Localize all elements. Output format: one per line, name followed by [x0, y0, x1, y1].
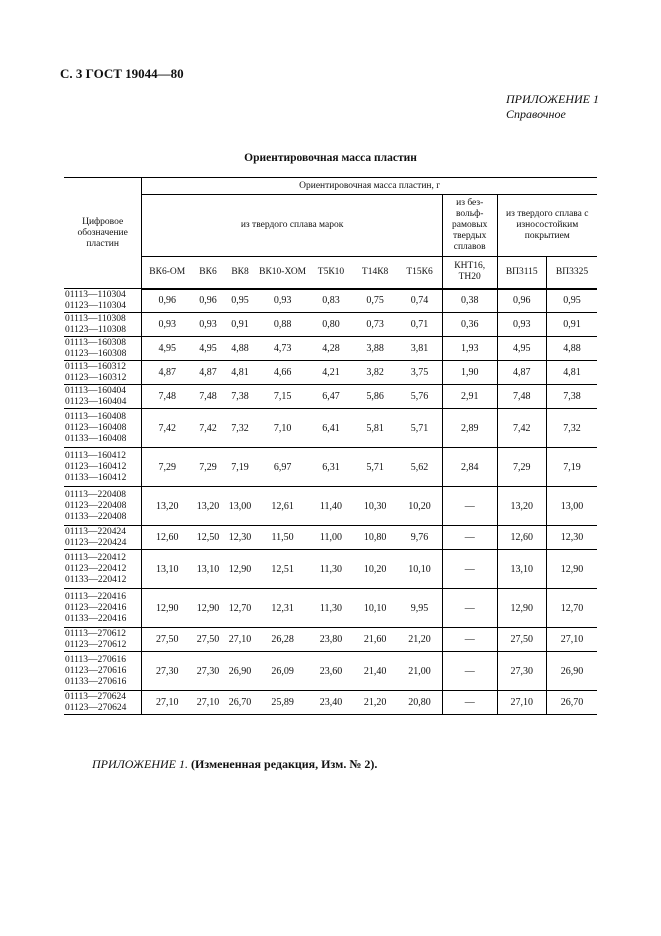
mass-value: 26,90: [224, 652, 257, 691]
mass-value: —: [442, 589, 497, 628]
plate-code: 01123—270616: [65, 665, 127, 676]
mass-value: 4,95: [142, 337, 192, 361]
mass-value: 23,60: [309, 652, 353, 691]
plate-code: 01133—270616: [65, 676, 127, 687]
mass-value: 0,93: [192, 313, 224, 337]
column-header: ВП3115: [497, 257, 546, 289]
mass-value: 6,41: [309, 409, 353, 448]
mass-value: 4,73: [256, 337, 309, 361]
mass-value: 7,32: [546, 409, 597, 448]
plate-code: 01113—160404: [65, 385, 127, 396]
mass-value: 9,76: [397, 526, 442, 550]
table-row: [64, 526, 597, 550]
mass-value: —: [442, 652, 497, 691]
plate-code: 01113—160312: [65, 361, 127, 372]
mass-value: 0,93: [142, 313, 192, 337]
table-row: [64, 409, 597, 448]
group-tungsten-free: из без-вольф-рамовых твердых сплавов: [442, 195, 497, 257]
mass-value: 1,90: [442, 361, 497, 385]
plate-code: 01123—220416: [65, 602, 127, 613]
plate-code: 01113—220412: [65, 552, 127, 563]
plate-code: 01113—110304: [65, 289, 126, 300]
mass-value: 27,50: [142, 628, 192, 652]
mass-value: 2,84: [442, 448, 497, 487]
plate-code: 01113—270624: [65, 691, 127, 702]
mass-value: 10,10: [353, 589, 397, 628]
plate-code: 01113—110308: [65, 313, 126, 324]
mass-value: —: [442, 628, 497, 652]
mass-value: 26,70: [546, 691, 597, 715]
mass-value: 5,86: [353, 385, 397, 409]
mass-value: 0,93: [256, 289, 309, 313]
mass-value: 5,71: [353, 448, 397, 487]
table-row: [64, 487, 597, 526]
mass-value: 5,76: [397, 385, 442, 409]
footer-note: [92, 757, 377, 772]
column-header: Т14К8: [353, 257, 397, 289]
plate-code: 01123—110304: [65, 300, 127, 311]
mass-value: 7,48: [497, 385, 546, 409]
header-row-columns: [64, 257, 597, 289]
mass-table: [64, 177, 597, 715]
mass-value: 11,30: [309, 550, 353, 589]
mass-value: 13,10: [192, 550, 224, 589]
mass-value: 27,10: [497, 691, 546, 715]
plate-code: 01113—220424: [65, 526, 127, 537]
mass-value: 21,20: [397, 628, 442, 652]
mass-value: 27,30: [497, 652, 546, 691]
plate-code: 01113—160412: [65, 450, 127, 461]
mass-value: 11,00: [309, 526, 353, 550]
table-row: [64, 289, 597, 313]
mass-value: 27,10: [192, 691, 224, 715]
mass-value: —: [442, 487, 497, 526]
mass-value: 13,00: [224, 487, 257, 526]
mass-value: 10,80: [353, 526, 397, 550]
mass-value: 12,30: [546, 526, 597, 550]
mass-value: —: [442, 550, 497, 589]
mass-value: 3,75: [397, 361, 442, 385]
column-header: КНТ16, ТН20: [442, 257, 497, 289]
mass-value: 4,21: [309, 361, 353, 385]
plate-code-cell: [64, 628, 142, 652]
mass-value: 7,19: [224, 448, 257, 487]
mass-value: 26,90: [546, 652, 597, 691]
header-row-top: [64, 178, 597, 195]
mass-value: 20,80: [397, 691, 442, 715]
mass-value: 7,38: [224, 385, 257, 409]
mass-value: 10,20: [397, 487, 442, 526]
plate-code: 01113—220416: [65, 591, 127, 602]
mass-value: 0,93: [497, 313, 546, 337]
mass-value: 11,30: [309, 589, 353, 628]
mass-value: 23,40: [309, 691, 353, 715]
plate-code: 01113—160308: [65, 337, 127, 348]
mass-value: 13,20: [142, 487, 192, 526]
plate-code-cell: [64, 361, 142, 385]
mass-value: 3,81: [397, 337, 442, 361]
plate-code-cell: [64, 691, 142, 715]
plate-code: 01123—160308: [65, 348, 127, 359]
mass-value: 0,36: [442, 313, 497, 337]
mass-value: 4,87: [497, 361, 546, 385]
mass-value: 0,91: [224, 313, 257, 337]
mass-value: 21,00: [397, 652, 442, 691]
mass-value: 10,10: [397, 550, 442, 589]
mass-value: 3,88: [353, 337, 397, 361]
mass-value: 0,75: [353, 289, 397, 313]
mass-value: 12,60: [142, 526, 192, 550]
mass-value: 12,70: [224, 589, 257, 628]
mass-value: 4,81: [546, 361, 597, 385]
column-header: ВП3325: [546, 257, 597, 289]
header-row-groups: [64, 195, 597, 257]
mass-value: 0,74: [397, 289, 442, 313]
mass-value: 7,38: [546, 385, 597, 409]
mass-value: 0,71: [397, 313, 442, 337]
mass-value: 11,40: [309, 487, 353, 526]
mass-value: 9,95: [397, 589, 442, 628]
mass-value: 0,96: [192, 289, 224, 313]
mass-value: 7,29: [497, 448, 546, 487]
plate-code-cell: [64, 589, 142, 628]
plate-code-cell: [64, 448, 142, 487]
column-header: ВК6: [192, 257, 224, 289]
mass-value: 7,10: [256, 409, 309, 448]
mass-value: 0,95: [546, 289, 597, 313]
plate-code-cell: [64, 550, 142, 589]
plate-code: 01123—220424: [65, 537, 127, 548]
top-header-cell: Ориентировочная масса пластин, г: [142, 178, 597, 195]
plate-code: 01123—270612: [65, 639, 127, 650]
mass-value: 27,50: [192, 628, 224, 652]
plate-code-cell: [64, 337, 142, 361]
mass-value: 2,89: [442, 409, 497, 448]
mass-value: 0,38: [442, 289, 497, 313]
table-row: [64, 628, 597, 652]
mass-value: 4,95: [497, 337, 546, 361]
group-hard-alloy: из твердого сплава марок: [142, 195, 443, 257]
mass-value: 12,90: [497, 589, 546, 628]
group-coated: из твердого сплава с износостойким покрытием: [497, 195, 597, 257]
table-row: [64, 448, 597, 487]
plate-code: 01123—160412: [65, 461, 127, 472]
mass-value: 6,47: [309, 385, 353, 409]
mass-value: 4,88: [224, 337, 257, 361]
column-header: ВК10-ХОМ: [256, 257, 309, 289]
plate-code: 01133—220416: [65, 613, 127, 624]
mass-value: 4,28: [309, 337, 353, 361]
mass-value: 7,42: [192, 409, 224, 448]
mass-value: 4,88: [546, 337, 597, 361]
mass-value: 27,30: [192, 652, 224, 691]
mass-value: 26,09: [256, 652, 309, 691]
mass-value: 7,48: [192, 385, 224, 409]
mass-value: 4,87: [142, 361, 192, 385]
plate-code: 01123—220408: [65, 500, 127, 511]
mass-value: 12,90: [224, 550, 257, 589]
mass-value: 7,29: [142, 448, 192, 487]
mass-value: 13,00: [546, 487, 597, 526]
mass-value: 12,90: [192, 589, 224, 628]
plate-code: 01123—160312: [65, 372, 127, 383]
plate-code-cell: [64, 385, 142, 409]
mass-value: 13,20: [497, 487, 546, 526]
mass-value: 21,20: [353, 691, 397, 715]
mass-value: 21,40: [353, 652, 397, 691]
mass-value: 26,70: [224, 691, 257, 715]
mass-value: 12,50: [192, 526, 224, 550]
mass-value: 3,82: [353, 361, 397, 385]
mass-value: 0,96: [142, 289, 192, 313]
mass-value: 4,81: [224, 361, 257, 385]
plate-code-cell: [64, 289, 142, 313]
mass-value: 0,80: [309, 313, 353, 337]
plate-code: 01113—270616: [65, 654, 127, 665]
plate-code: 01123—160404: [65, 396, 127, 407]
mass-value: 1,93: [442, 337, 497, 361]
appendix-label-block: [506, 92, 599, 122]
mass-value: 12,30: [224, 526, 257, 550]
table-row: [64, 589, 597, 628]
mass-value: 5,71: [397, 409, 442, 448]
mass-value: 27,10: [142, 691, 192, 715]
mass-value: 13,10: [142, 550, 192, 589]
plate-code: 01133—160412: [65, 472, 127, 483]
table-row: [64, 361, 597, 385]
column-header: Т15К6: [397, 257, 442, 289]
mass-value: 0,88: [256, 313, 309, 337]
plate-code-cell: [64, 487, 142, 526]
mass-value: 12,70: [546, 589, 597, 628]
plate-code: 01113—220408: [65, 489, 127, 500]
mass-value: 13,20: [192, 487, 224, 526]
mass-value: 4,95: [192, 337, 224, 361]
mass-value: 27,10: [224, 628, 257, 652]
footer-italic: ПРИЛОЖЕНИЕ 1.: [92, 757, 188, 771]
mass-value: 7,48: [142, 385, 192, 409]
mass-value: 0,95: [224, 289, 257, 313]
mass-value: 10,30: [353, 487, 397, 526]
mass-value: 0,91: [546, 313, 597, 337]
table-row: [64, 313, 597, 337]
plate-code: 01123—270624: [65, 702, 127, 713]
mass-value: 7,42: [497, 409, 546, 448]
mass-value: 27,30: [142, 652, 192, 691]
mass-value: 0,83: [309, 289, 353, 313]
table-title: Ориентировочная масса пластин: [244, 152, 417, 164]
plate-code: 01123—110308: [65, 324, 127, 335]
mass-value: 7,42: [142, 409, 192, 448]
mass-value: 0,96: [497, 289, 546, 313]
mass-value: 4,87: [192, 361, 224, 385]
table-row: [64, 652, 597, 691]
plate-code: 01113—270612: [65, 628, 127, 639]
mass-value: 12,51: [256, 550, 309, 589]
mass-value: 7,29: [192, 448, 224, 487]
mass-value: 5,81: [353, 409, 397, 448]
mass-value: —: [442, 526, 497, 550]
mass-value: 0,73: [353, 313, 397, 337]
page-header: С. 3 ГОСТ 19044—80: [60, 66, 184, 81]
plate-code-cell: [64, 652, 142, 691]
mass-value: 2,91: [442, 385, 497, 409]
table-row: [64, 337, 597, 361]
mass-value: 7,15: [256, 385, 309, 409]
plate-code-cell: [64, 313, 142, 337]
mass-value: 6,31: [309, 448, 353, 487]
plate-code: 01133—220412: [65, 574, 127, 585]
column-header: ВК6-ОМ: [142, 257, 192, 289]
mass-value: 6,97: [256, 448, 309, 487]
mass-value: 23,80: [309, 628, 353, 652]
plate-code-cell: [64, 409, 142, 448]
mass-value: 12,31: [256, 589, 309, 628]
footer-bold: (Измененная редакция, Изм. № 2).: [190, 757, 378, 771]
mass-value: 27,50: [497, 628, 546, 652]
plate-code: 01113—160408: [65, 411, 127, 422]
mass-value: 27,10: [546, 628, 597, 652]
mass-value: 5,62: [397, 448, 442, 487]
plate-code: 01123—160408: [65, 422, 127, 433]
mass-value: —: [442, 691, 497, 715]
appendix-note: Справочное: [506, 107, 566, 121]
mass-value: 10,20: [353, 550, 397, 589]
mass-value: 25,89: [256, 691, 309, 715]
mass-value: 21,60: [353, 628, 397, 652]
mass-value: 11,50: [256, 526, 309, 550]
plate-code: 01123—220412: [65, 563, 127, 574]
column-header: Т5К10: [309, 257, 353, 289]
column-header: ВК8: [224, 257, 257, 289]
mass-value: 13,10: [497, 550, 546, 589]
table-row: [64, 691, 597, 715]
plate-code: 01133—160408: [65, 433, 127, 444]
mass-value: 12,61: [256, 487, 309, 526]
mass-value: 12,60: [497, 526, 546, 550]
mass-value: 26,28: [256, 628, 309, 652]
mass-value: 4,66: [256, 361, 309, 385]
table-row: [64, 385, 597, 409]
mass-value: 7,32: [224, 409, 257, 448]
appendix-label: ПРИЛОЖЕНИЕ 1: [506, 92, 599, 106]
row-header-cell: Цифровое обозначение пластин: [64, 178, 142, 289]
mass-value: 7,19: [546, 448, 597, 487]
plate-code-cell: [64, 526, 142, 550]
mass-value: 12,90: [142, 589, 192, 628]
table-row: [64, 550, 597, 589]
mass-value: 12,90: [546, 550, 597, 589]
plate-code: 01133—220408: [65, 511, 127, 522]
